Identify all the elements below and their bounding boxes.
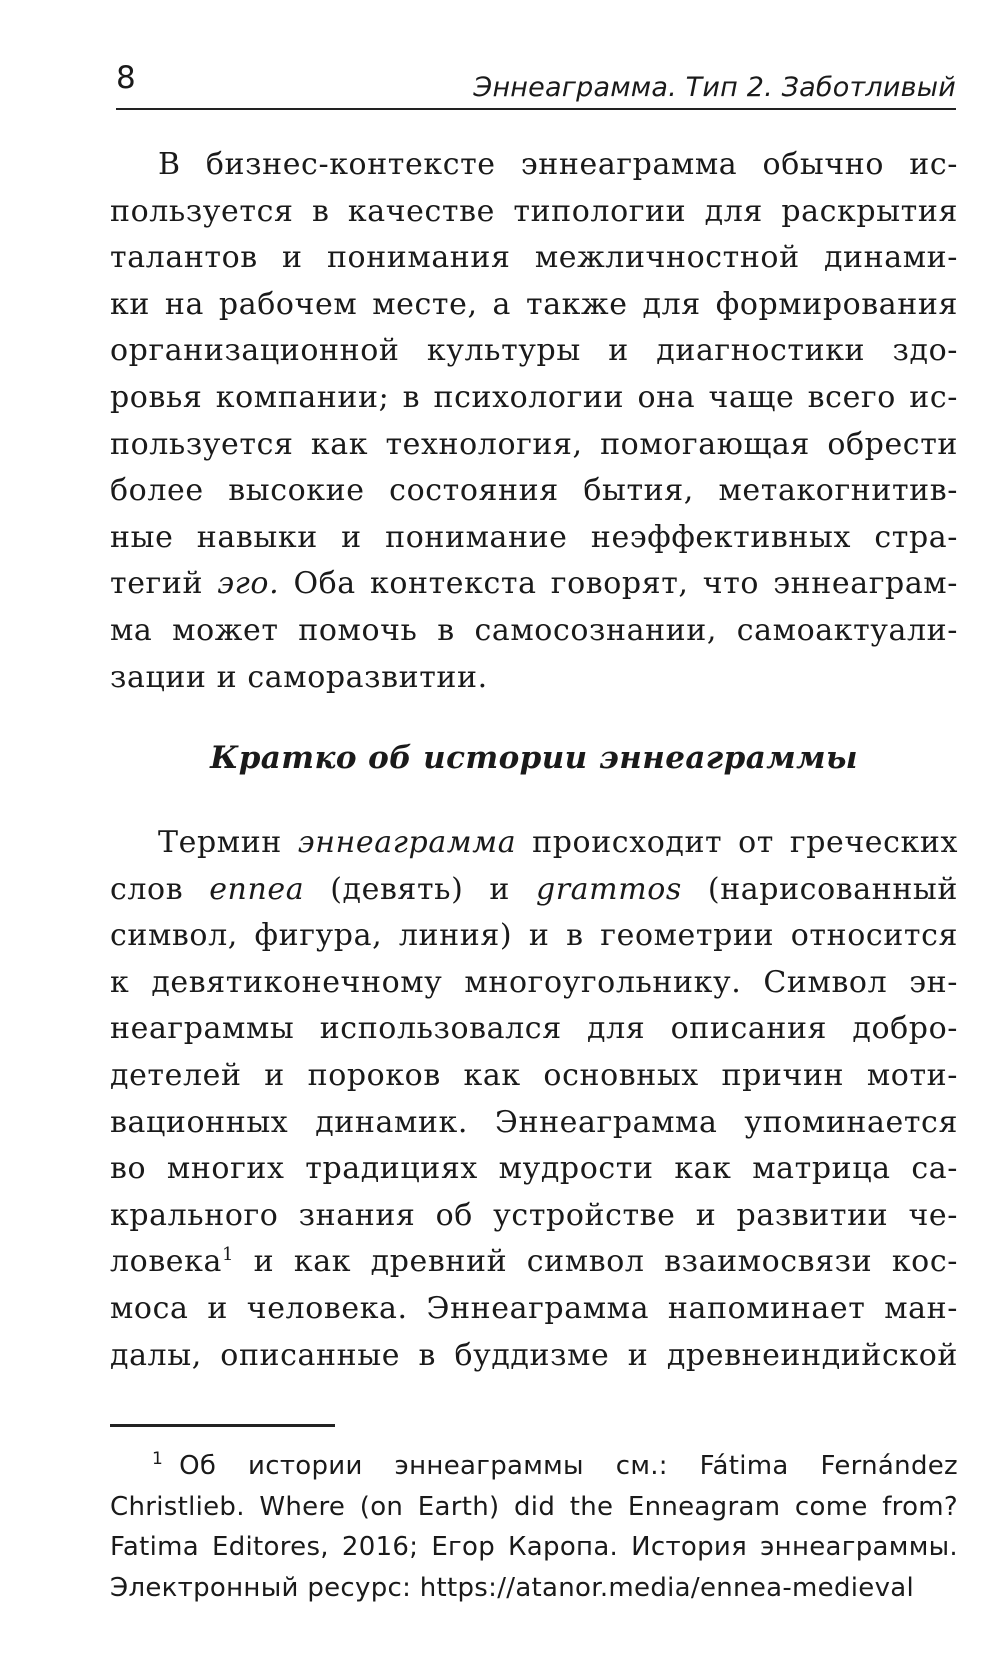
text-line: крального знания об устройстве и развитии че- [110,1197,958,1233]
footnote-reference: 1 [222,1244,235,1266]
text-line: далы, описанные в буддизме и древнеиндийской [110,1337,958,1373]
text-line: символ, фигура, линия) и в геометрии относится [110,918,958,954]
footnote-divider [110,1424,335,1427]
text-line: пользуется как технология, помогающая обрести [110,426,958,462]
running-title: Эннеаграмма. Тип 2. Заботливый [473,72,956,103]
text-line: неаграммы использовался для описания добро- [110,1011,958,1047]
text-line: во многих традициях мудрости как матрица са- [110,1151,958,1187]
text-segment: происходит от греческих [516,825,959,860]
text-line: ровья компании; в психологии она чаще всего ис- [110,379,958,415]
text-line: ные навыки и понимание неэффективных стра- [110,519,958,555]
section-heading: Кратко об истории эннеаграммы [210,740,858,776]
page-header [116,58,956,110]
text-line: моса и человека. Эннеаграмма напоминает ман- [110,1290,958,1326]
footnote-line: Fatima Editores, 2016; Егор Каропа. История эннеаграммы. [110,1532,958,1562]
text-line: более высокие состояния бытия, метакогнитив- [110,473,958,509]
text-segment: Об истории эннеаграммы см.: Fátima Fernández [179,1451,958,1481]
text-line: организационной культуры и диагностики здо- [110,333,958,369]
page-number: 8 [116,60,136,96]
text-segment: тегий [110,566,218,602]
text-line: вационных динамик. Эннеаграмма упоминается [110,1104,958,1140]
text-line: зации и саморазвитии. [110,659,488,695]
text-segment: ловека [110,1244,222,1280]
text-line: ма может помочь в самосознании, самоактуали- [110,612,958,648]
footnote-line: Электронный ресурс: https://atanor.media/ennea-medieval [110,1572,915,1603]
text-line: к девятиконечному многоугольнику. Символ эн- [110,964,958,1000]
italic-term-ennea: ennea [209,871,305,907]
text-segment: (девять) и [304,871,536,907]
text-line [110,561,958,608]
italic-term-grammos: grammos [535,871,682,907]
text-line: пользуется в качестве типологии для раскрытия [110,193,958,229]
text-line: детелей и пороков как основных причин моти- [110,1057,958,1093]
italic-term-enneagram: эннеаграмма [297,825,517,860]
text-segment: Оба контекста говорят, что эннеаграм- [279,566,958,602]
text-line: В бизнес-контексте эннеаграмма обычно ис- [158,147,958,182]
text-line [110,1239,958,1286]
text-line [110,867,958,914]
paragraph-business-context [110,142,958,701]
text-segment: (нарисованный [681,871,958,907]
text-line [110,820,958,867]
text-segment: Термин [158,825,298,860]
paragraph-history [110,820,958,1379]
text-line: ки на рабочем месте, а также для формирования [110,286,958,322]
italic-term-ego: эго. [217,566,280,602]
text-line: талантов и понимания межличностной динами- [110,240,958,276]
footnote-mark: 1 [152,1449,164,1470]
footnote [110,1446,958,1608]
footnote-line: Christlieb. Where (on Earth) did the Enneagram come from? [110,1491,958,1522]
footnote-line [110,1446,958,1487]
text-segment: слов [110,871,210,907]
text-segment: и как древний символ взаимосвязи кос- [234,1244,958,1280]
